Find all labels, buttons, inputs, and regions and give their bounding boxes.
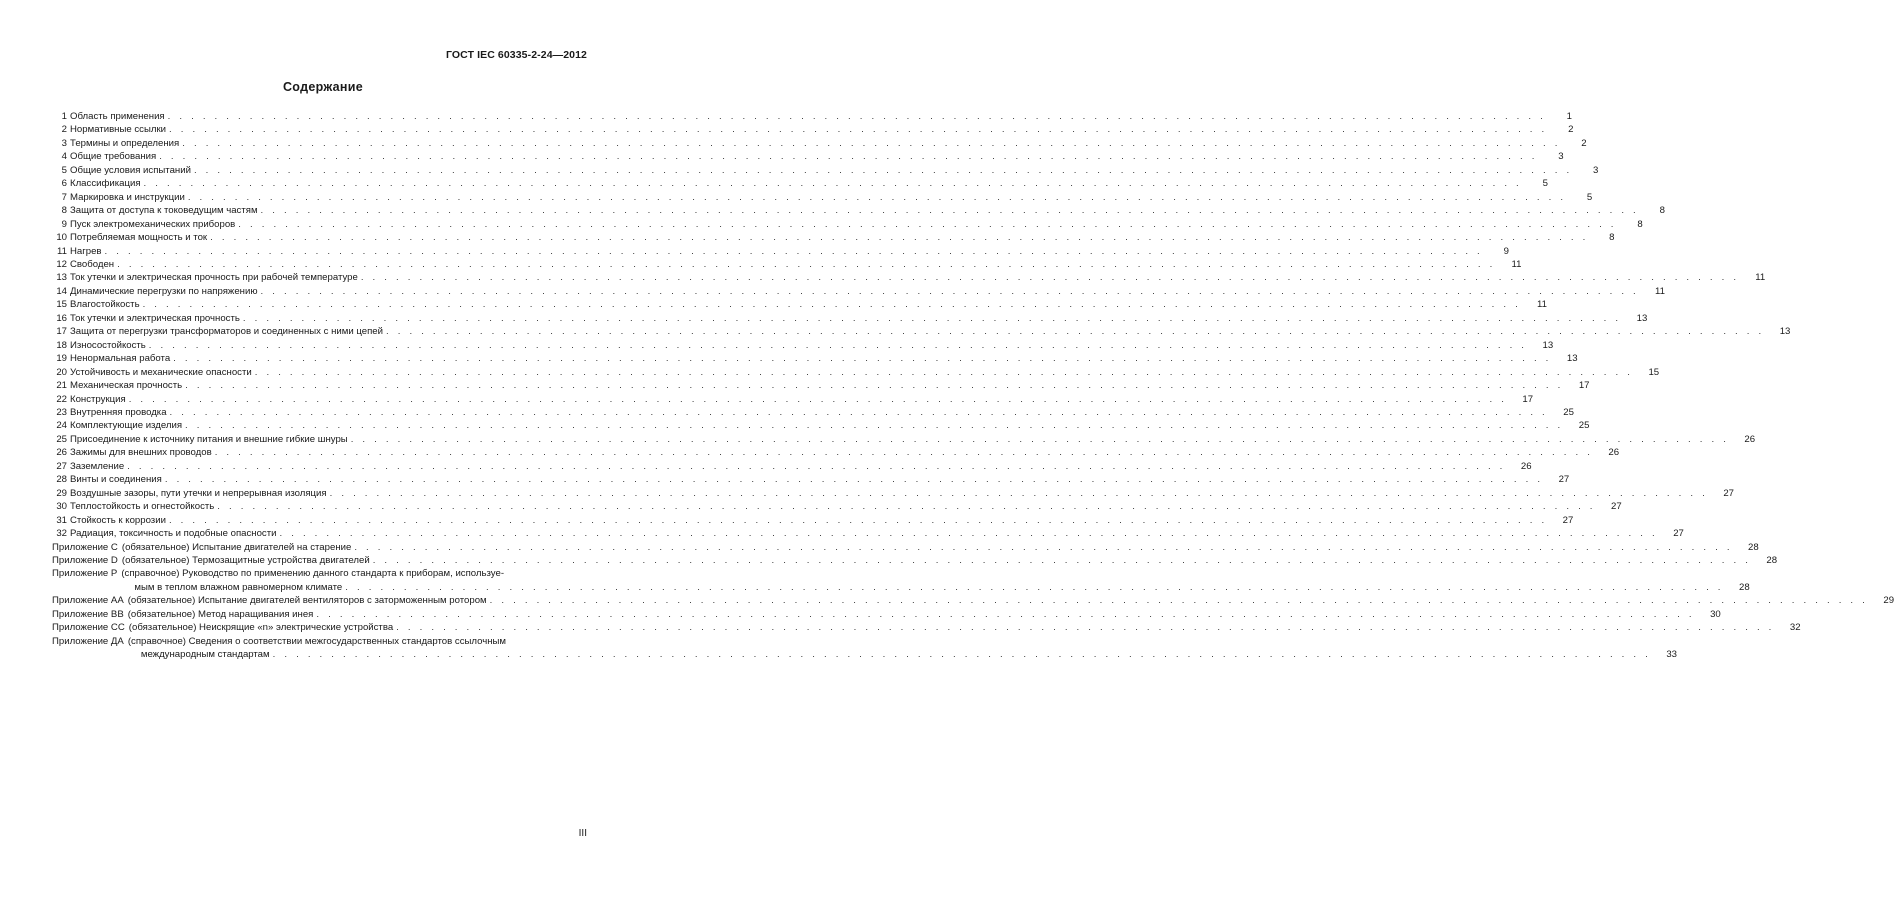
- toc-item-number: 27: [56, 460, 67, 472]
- appendix-prefix: Приложение D: [52, 554, 118, 566]
- toc-item-number: 19: [56, 353, 67, 365]
- toc-item[interactable]: [52, 204, 1665, 217]
- toc-item-number: 11: [57, 245, 67, 257]
- toc-item-page: 3: [1558, 151, 1564, 163]
- dot-leader: [396, 621, 1774, 634]
- appendix-page: 32: [1789, 622, 1801, 634]
- appendix-title: (обязательное) Испытание двигателей на старение: [122, 541, 354, 554]
- dot-leader: [261, 285, 1639, 298]
- toc-item[interactable]: [52, 446, 1620, 459]
- appendix-page: 28: [1748, 541, 1759, 553]
- toc-item-title: Общие условия испытаний: [70, 164, 194, 177]
- appendix-title: (обязательное) Метод наращивания инея: [128, 608, 317, 621]
- toc-item[interactable]: [52, 312, 1648, 325]
- toc-item-page: 11: [1654, 285, 1665, 297]
- toc-item-page: 13: [1542, 339, 1554, 351]
- dot-leader: [255, 366, 1633, 379]
- dot-leader: [173, 352, 1551, 365]
- appendix-prefix: Приложение СС: [52, 622, 125, 634]
- dot-leader: [361, 271, 1739, 284]
- dot-leader: [345, 581, 1723, 594]
- dot-leader: [185, 379, 1563, 392]
- toc-item-page: 25: [1578, 420, 1590, 432]
- toc-item-title: Ток утечки и электрическая прочность при рабочей температуре: [70, 271, 361, 284]
- dot-leader: [169, 123, 1547, 136]
- dot-leader: [243, 312, 1621, 325]
- toc-item-page: 1: [1566, 111, 1573, 122]
- toc-item[interactable]: [52, 258, 1522, 271]
- toc-item-title: Маркировка и инструкции: [70, 191, 188, 204]
- toc-item-title: Ненормальная работа: [70, 352, 173, 365]
- appendix-page: 33: [1666, 649, 1678, 661]
- toc-item-title: Общие требования: [70, 150, 159, 163]
- toc-item[interactable]: [52, 150, 1564, 163]
- toc-appendix[interactable]: [52, 554, 1778, 567]
- toc-item[interactable]: [52, 177, 1548, 190]
- dot-leader: [279, 527, 1657, 540]
- toc-item-title: Теплостойкость и огнестойкость: [70, 500, 217, 513]
- toc-item-number: 29: [56, 487, 67, 499]
- toc-item-title: Классификация: [70, 177, 144, 190]
- toc-item[interactable]: [52, 406, 1574, 419]
- toc-item-title: Воздушные зазоры, пути утечки и непрерывная изоляция: [70, 487, 330, 500]
- toc-item-title: Термины и определения: [70, 137, 182, 150]
- appendix-page: 29: [1883, 595, 1894, 607]
- dot-leader: [238, 218, 1616, 231]
- toc-item-number: 16: [56, 312, 67, 324]
- toc-item-number: 31: [56, 514, 67, 526]
- toc-item-title: Пуск электромеханических приборов: [70, 218, 238, 231]
- toc-item[interactable]: [52, 123, 1574, 136]
- toc-item-page: 3: [1593, 164, 1599, 176]
- appendix-page: 30: [1710, 608, 1721, 620]
- dot-leader: [261, 204, 1639, 217]
- toc-item-page: 27: [1723, 487, 1734, 499]
- toc-item[interactable]: [52, 271, 1766, 284]
- toc-item[interactable]: [52, 245, 1509, 258]
- toc-item-page: 17: [1578, 380, 1590, 392]
- toc-item-number: 9: [61, 218, 67, 230]
- dot-leader: [170, 406, 1548, 419]
- dot-leader: [316, 608, 1694, 621]
- toc-item-number: 25: [56, 433, 67, 445]
- toc-appendix[interactable]: [52, 621, 1801, 634]
- toc-item[interactable]: [52, 514, 1574, 527]
- toc-item-page: 5: [1586, 191, 1593, 203]
- toc-item-number: 7: [61, 191, 67, 203]
- toc-appendix[interactable]: [52, 594, 1894, 607]
- toc-item-number: 28: [56, 474, 67, 486]
- dot-leader: [149, 339, 1527, 352]
- appendix-page: 28: [1766, 554, 1778, 566]
- toc-item-title: Устойчивость и механические опасности: [70, 366, 255, 379]
- toc-item[interactable]: [52, 218, 1643, 231]
- toc-item-number: 15: [56, 299, 67, 311]
- dot-leader: [117, 258, 1495, 271]
- toc-item-number: 17: [56, 326, 67, 338]
- appendix-prefix: Приложение АА: [52, 595, 124, 607]
- page-number: III: [578, 828, 587, 839]
- appendix-title: (обязательное) Неискрящие «n» электрические устройства: [129, 621, 396, 634]
- toc-item[interactable]: [52, 231, 1615, 244]
- toc-item[interactable]: [52, 433, 1756, 446]
- dot-leader: [144, 177, 1522, 190]
- dot-leader: [182, 137, 1560, 150]
- toc-item-page: 11: [1511, 258, 1522, 270]
- dot-leader: [273, 648, 1651, 661]
- toc-item-page: 8: [1659, 205, 1665, 217]
- toc-item-number: 26: [56, 447, 67, 459]
- toc-item-number: 5: [61, 164, 67, 176]
- toc-item-title: Защита от перегрузки трансформаторов и соединенных с ними цепей: [70, 325, 386, 338]
- toc-item[interactable]: [52, 285, 1665, 298]
- toc-item[interactable]: [52, 500, 1622, 513]
- dot-leader: [330, 487, 1708, 500]
- toc-item[interactable]: [52, 164, 1599, 177]
- toc-item-page: 8: [1637, 218, 1643, 230]
- toc-item-title: Зажимы для внешних проводов: [70, 446, 215, 459]
- toc-item-number: 32: [56, 528, 67, 540]
- toc-item-page: 2: [1581, 137, 1587, 149]
- dot-leader: [386, 325, 1764, 338]
- toc-item-page: 26: [1744, 433, 1756, 445]
- toc-item[interactable]: [52, 352, 1578, 365]
- toc-item-title: Область применения: [70, 110, 168, 123]
- toc-item-title: Конструкция: [70, 393, 129, 406]
- dot-leader: [127, 460, 1505, 473]
- toc-item-title: Влагостойкость: [70, 298, 143, 311]
- toc-item[interactable]: [52, 298, 1547, 311]
- toc-appendix[interactable]: [52, 541, 1759, 554]
- toc-item-title: Стойкость к коррозии: [70, 514, 169, 527]
- toc-item-title: Внутренняя проводка: [70, 406, 170, 419]
- toc-item[interactable]: [52, 527, 1684, 540]
- dot-leader: [354, 541, 1732, 554]
- toc-item-title: Нормативные ссылки: [70, 123, 169, 136]
- toc-item-page: 2: [1568, 124, 1574, 136]
- toc-item[interactable]: [52, 473, 1570, 486]
- toc-item-page: 27: [1558, 474, 1570, 486]
- toc-item-page: 13: [1779, 326, 1791, 338]
- toc-item[interactable]: [52, 379, 1590, 392]
- toc-item-number: 24: [56, 420, 67, 432]
- toc-item-page: 9: [1503, 245, 1509, 257]
- toc-item-title: Механическая прочность: [70, 379, 185, 392]
- toc-item[interactable]: [52, 191, 1593, 204]
- appendix-prefix: Приложение ДА: [52, 635, 124, 647]
- appendix-title-continued: мым в теплом влажном равномерном климате: [134, 581, 345, 594]
- appendix-page: 28: [1739, 581, 1750, 593]
- toc-item-number: 20: [56, 366, 67, 378]
- toc-item[interactable]: [52, 419, 1590, 432]
- dot-leader: [185, 419, 1563, 432]
- toc-item-number: 4: [61, 151, 67, 163]
- dot-leader: [165, 473, 1543, 486]
- toc-item-number: 3: [61, 137, 67, 149]
- toc-item-page: 15: [1648, 366, 1660, 378]
- table-of-contents: [52, 110, 1894, 662]
- dot-leader: [490, 594, 1868, 607]
- toc-item-page: 26: [1608, 447, 1620, 459]
- toc-appendix[interactable]: [52, 635, 1678, 662]
- toc-item-title: Радиация, токсичность и подобные опасности: [70, 527, 279, 540]
- toc-item-page: 8: [1609, 232, 1615, 244]
- appendix-title: (обязательное) Термозащитные устройства двигателей: [122, 554, 373, 567]
- dot-leader: [168, 110, 1546, 123]
- dot-leader: [373, 554, 1751, 567]
- toc-item-page: 27: [1611, 501, 1622, 513]
- appendix-prefix: Приложение Р: [52, 568, 118, 580]
- toc-item[interactable]: [52, 393, 1534, 406]
- dot-leader: [194, 164, 1572, 177]
- toc-item-title: Заземление: [70, 460, 127, 473]
- appendix-title: (справочное) Сведения о соответствии межгосударственных стандартов ссылочным: [127, 635, 507, 647]
- dot-leader: [129, 393, 1507, 406]
- toc-item[interactable]: [52, 487, 1734, 500]
- toc-item-title: Защита от доступа к токоведущим частям: [70, 204, 261, 217]
- dot-leader: [351, 433, 1729, 446]
- toc-item-number: 8: [61, 205, 67, 217]
- page-title: Содержание: [282, 80, 363, 94]
- toc-appendix[interactable]: [52, 567, 1750, 594]
- dot-leader: [217, 500, 1595, 513]
- dot-leader: [188, 191, 1566, 204]
- toc-item-title: Комплектующие изделия: [70, 419, 185, 432]
- toc-item-title: Потребляемая мощность и ток: [70, 231, 210, 244]
- toc-item-page: 5: [1542, 178, 1548, 190]
- toc-item-number: 22: [56, 393, 67, 405]
- appendix-title-continued: международным стандартам: [141, 648, 273, 661]
- toc-item-page: 11: [1755, 272, 1766, 284]
- toc-item-title: Динамические перегрузки по напряжению: [70, 285, 261, 298]
- toc-item[interactable]: [52, 339, 1554, 352]
- toc-item-page: 26: [1520, 460, 1532, 472]
- toc-item-title: Свободен: [70, 258, 117, 271]
- toc-item-number: 18: [56, 339, 67, 351]
- toc-item-page: 27: [1562, 514, 1574, 526]
- toc-item-number: 21: [56, 380, 67, 392]
- dot-leader: [143, 298, 1521, 311]
- toc-item[interactable]: [52, 366, 1660, 379]
- toc-item-title: Присоединение к источнику питания и внешние гибкие шнуры: [70, 433, 351, 446]
- toc-item[interactable]: [52, 110, 1573, 123]
- dot-leader: [159, 150, 1537, 163]
- toc-item-title: Винты и соединения: [70, 473, 165, 486]
- dot-leader: [215, 446, 1593, 459]
- toc-item[interactable]: [52, 325, 1791, 338]
- toc-item-page: 13: [1636, 312, 1648, 324]
- toc-item-page: 11: [1537, 299, 1547, 311]
- toc-item-title: Нагрев: [70, 245, 105, 258]
- appendix-prefix: Приложение С: [52, 541, 118, 553]
- toc-appendix[interactable]: [52, 608, 1721, 621]
- toc-item-number: 23: [56, 406, 67, 418]
- toc-item[interactable]: [52, 137, 1587, 150]
- toc-item-page: 25: [1563, 406, 1574, 418]
- dot-leader: [105, 245, 1483, 258]
- toc-item-number: 2: [61, 124, 67, 136]
- appendix-prefix: Приложение ВВ: [52, 608, 124, 620]
- toc-item-page: 17: [1522, 393, 1534, 405]
- dot-leader: [210, 231, 1588, 244]
- toc-item-title: Ток утечки и электрическая прочность: [70, 312, 243, 325]
- appendix-title: (справочное) Руководство по применению данного стандарта к приборам, используе-: [121, 568, 505, 580]
- appendix-title: (обязательное) Испытание двигателей вентиляторов с заторможенным ротором: [128, 594, 490, 607]
- toc-item-number: 10: [56, 232, 67, 244]
- toc-item-page: 27: [1673, 528, 1684, 540]
- toc-item[interactable]: [52, 460, 1532, 473]
- toc-item-page: 13: [1566, 353, 1578, 365]
- toc-item-number: 30: [56, 501, 67, 513]
- toc-item-number: 13: [56, 272, 67, 284]
- toc-item-number: 12: [56, 258, 67, 270]
- dot-leader: [169, 514, 1547, 527]
- toc-item-number: 6: [61, 178, 67, 190]
- toc-item-number: 14: [56, 285, 67, 297]
- standard-header: ГОСТ IEC 60335-2-24—2012: [445, 49, 587, 61]
- toc-item-number: 1: [61, 111, 67, 122]
- toc-item-title: Износостойкость: [70, 339, 149, 352]
